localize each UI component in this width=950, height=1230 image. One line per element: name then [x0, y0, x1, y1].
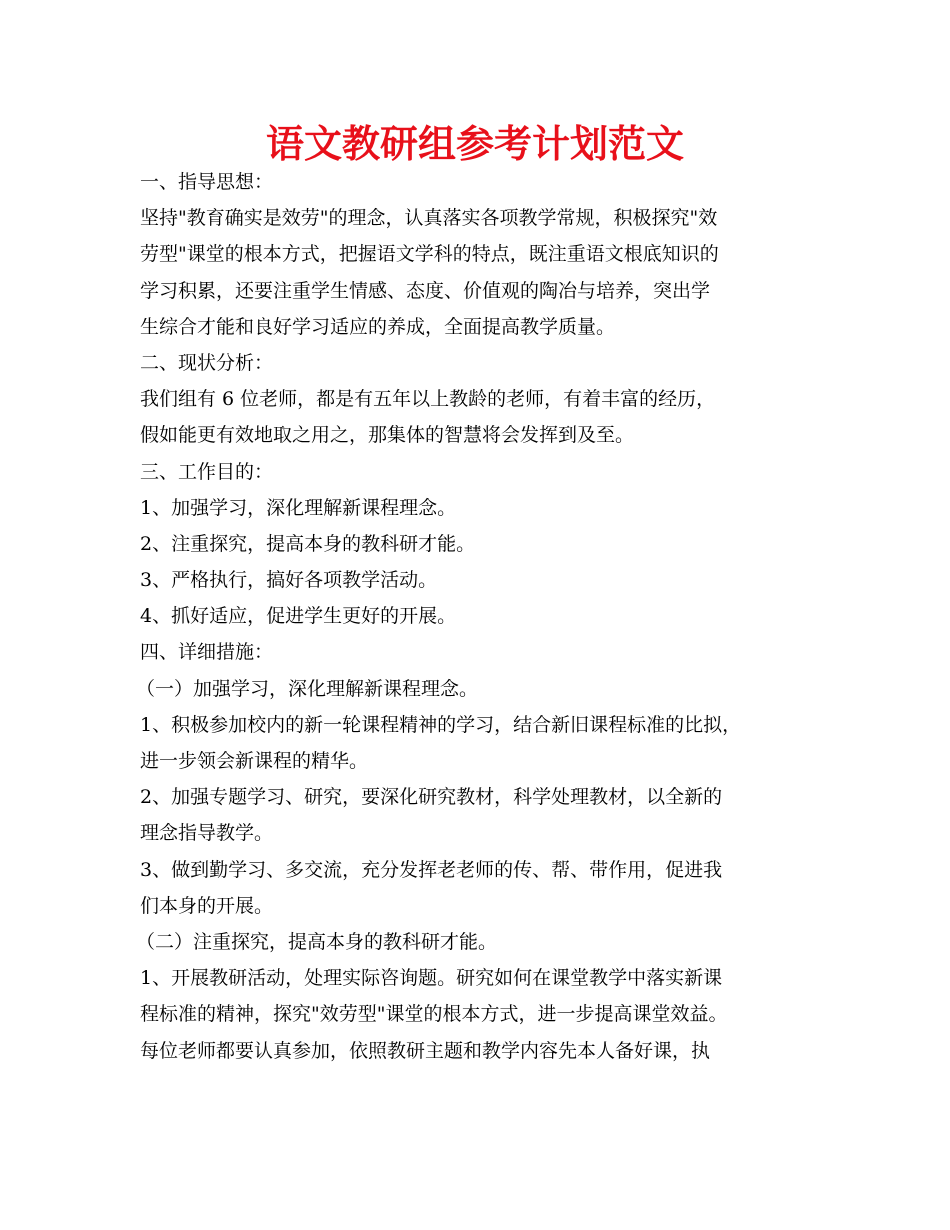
- list-item: 1、积极参加校内的新一轮课程精神的学习，结合新旧课程标准的比拟，: [140, 713, 742, 736]
- list-item: 3、做到勤学习、多交流，充分发挥老老师的传、帮、带作用，促进我: [140, 858, 723, 881]
- paragraph-line: 坚持"教育确实是效劳"的理念，认真落实各项教学常规，积极探究"效: [140, 207, 718, 230]
- paragraph-line: 学习积累，还要注重学生情感、态度、价值观的陶冶与培养，突出学: [140, 279, 711, 302]
- document-title: 语文教研组参考计划范文: [265, 122, 684, 166]
- section-heading: 二、现状分析：: [140, 351, 274, 374]
- subsection-heading: （二）注重探究，提高本身的教科研才能。: [136, 930, 498, 953]
- section-heading: 四、详细措施：: [140, 641, 274, 664]
- paragraph-line: 假如能更有效地取之用之，那集体的智慧将会发挥到及至。: [140, 424, 635, 447]
- document-body: [136, 164, 840, 1069]
- list-item: 2、注重探究，提高本身的教科研才能。: [140, 532, 476, 555]
- paragraph-line: 生综合才能和良好学习适应的养成，全面提高教学质量。: [140, 315, 616, 338]
- list-item: 1、加强学习，深化理解新课程理念。: [140, 496, 457, 519]
- section-heading: 一、指导思想：: [140, 171, 274, 193]
- paragraph-line: 劳型"课堂的根本方式，把握语文学科的特点，既注重语文根底知识的: [140, 243, 719, 266]
- subsection-heading: （一）加强学习，深化理解新课程理念。: [136, 677, 479, 700]
- list-item: 4、抓好适应，促进学生更好的开展。: [140, 605, 457, 628]
- paragraph-line: 理念指导教学。: [140, 822, 274, 845]
- paragraph-line: 们本身的开展。: [140, 894, 274, 917]
- list-item: 1、开展教研活动，处理实际咨询题。研究如何在课堂教学中落实新课: [140, 967, 723, 990]
- paragraph-line: 每位老师都要认真参加，依照教研主题和教学内容先本人备好课，执: [140, 1039, 711, 1062]
- list-item: 3、严格执行，搞好各项教学活动。: [140, 569, 438, 592]
- paragraph-line: 我们组有 6 位老师，都是有五年以上教龄的老师，有着丰富的经历，: [140, 388, 716, 411]
- list-item: 2、加强专题学习、研究，要深化研究教材，科学处理教材，以全新的: [140, 786, 723, 809]
- paragraph-line: 进一步领会新课程的精华。: [140, 750, 369, 772]
- paragraph-line: 程标准的精神，探究"效劳型"课堂的根本方式，进一步提高课堂效益。: [140, 1003, 728, 1026]
- section-heading: 三、工作目的：: [140, 460, 274, 483]
